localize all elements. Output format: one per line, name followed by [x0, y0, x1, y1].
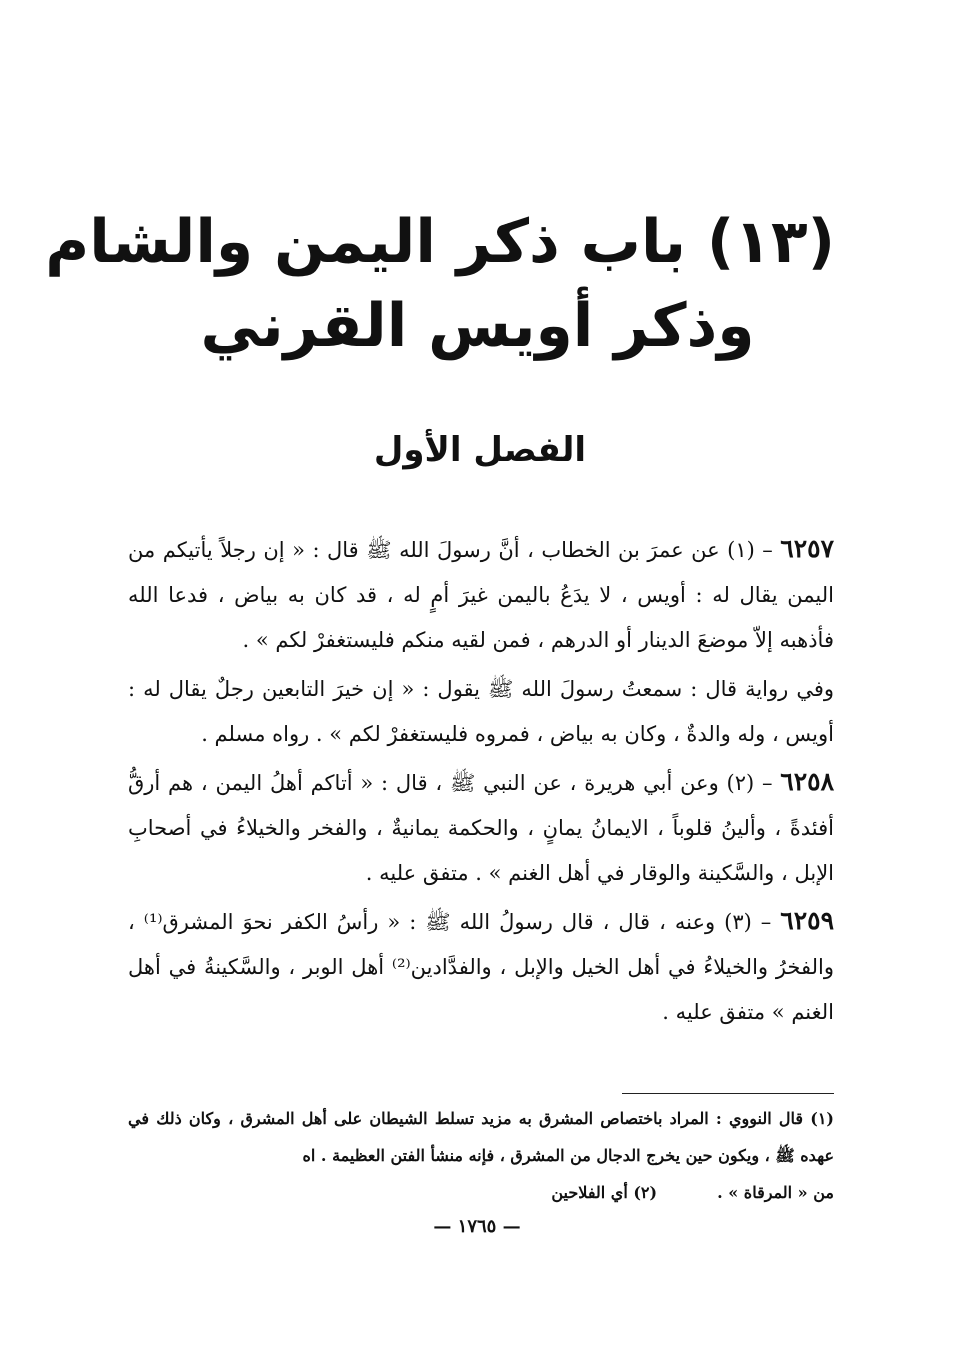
footnote-divider — [622, 1093, 834, 1094]
hadith-paragraph — [128, 898, 834, 1035]
hadith-paragraph — [128, 665, 834, 757]
hadith-text-block — [128, 526, 834, 1037]
footnote-2: (٢) أي الفلاحين — [551, 1183, 658, 1202]
section-title: الفصل الأول — [373, 430, 587, 470]
hadith-text: – (٣) وعنه ، قال ، قال رسولُ الله ﷺ : « رأسُ الكفر نحوَ المشرق⁽¹⁾ ، والفخرُ والخيلاءُ في أهل الخيل والإبل ، والفدَّادين⁽²⁾ أهل الوبر ، والسَّكينةُ في أهل الغنم » متفق عليه . — [128, 910, 834, 1024]
hadith-number: ٦٢٥٨ — [780, 767, 834, 796]
hadith-number: ٦٢٥٩ — [780, 906, 834, 935]
hadith-text: وفي رواية قال : سمعتُ رسولَ الله ﷺ يقول : « إن خيرَ التابعين رجلٌ يقال له : أويس ، وله والدةٌ ، وكان به بياض ، فمروه فليستغفرْ لكم » . رواه مسلم . — [128, 677, 834, 746]
footnote-1: (١) قال النووي : المراد باختصاص المشرق به مزيد تسلط الشيطان على أهل المشرق ، وكان ذلك في عهده ﷺ ، ويكون حين يخرج الدجال من المشرق ، فإنه منشأ الفتن العظيمة . اه — [128, 1109, 834, 1165]
chapter-title — [45, 200, 835, 368]
hadith-text: – (١) عن عمرَ بن الخطاب ، أنَّ رسولَ الله ﷺ قال : « إن رجلاً يأتيكم من اليمن يقال له : أويس ، لا يدَعُ باليمن غيرَ أمٍ له ، قد كان به بياض ، فدعا الله فأذهبه إلاّ موضعَ الدينار أو الدرهم ، فمن لقيه منكم فليستغفرْ لكم » . — [128, 538, 834, 652]
footnotes — [128, 1100, 834, 1211]
hadith-number: ٦٢٥٧ — [780, 534, 835, 563]
hadith-text: – (٢) وعن أبي هريرة ، عن النبي ﷺ ، قال : « أتاكم أهلُ اليمن ، هم أرقُّ أفئدةً ، وألينُ قلوباً ، الايمانُ يمانٍ ، والحكمة يمانيةٌ ، والفخر والخيلاءُ في أصحابِ الإبل ، والسَّكينة والوقار في أهل الغنم » . متفق عليه . — [128, 771, 834, 885]
hadith-paragraph — [128, 759, 834, 896]
footnote-1-source: من « المرقاة » . — [717, 1183, 834, 1202]
footnote-line — [128, 1174, 834, 1211]
chapter-title-line-1: (١٣) باب ذكر اليمن والشام — [45, 207, 835, 277]
chapter-title-line-2: وذكر أويس القرني — [200, 291, 755, 361]
page-number: — ١٧٦٥ — — [433, 1216, 521, 1237]
hadith-paragraph — [128, 526, 834, 663]
